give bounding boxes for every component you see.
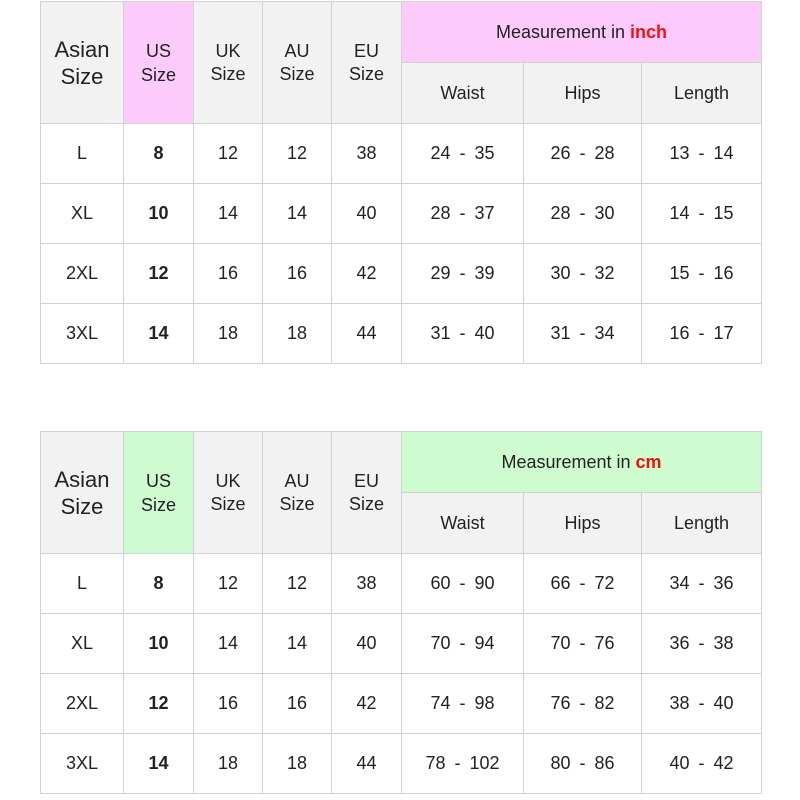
hips-header: Hips [524, 493, 642, 554]
au-size-cell: 14 [263, 614, 332, 674]
uk-size-cell: 14 [194, 614, 263, 674]
hips-cell: 31 - 34 [524, 304, 642, 364]
table-row [41, 554, 762, 614]
hips-cell: 80 - 86 [524, 734, 642, 794]
us-size-cell: 12 [124, 674, 194, 734]
asian-size-header: Asian Size [41, 432, 124, 554]
waist-cell: 24 - 35 [402, 124, 524, 184]
length-cell: 15 - 16 [642, 244, 762, 304]
asian-size-header: Asian Size [41, 2, 124, 124]
header-row [41, 2, 762, 63]
length-cell: 40 - 42 [642, 734, 762, 794]
au-size-cell: 18 [263, 304, 332, 364]
asian-size-cell: 3XL [41, 304, 124, 364]
waist-cell: 78 - 102 [402, 734, 524, 794]
waist-header: Waist [402, 493, 524, 554]
length-header: Length [642, 63, 762, 124]
waist-header: Waist [402, 63, 524, 124]
length-cell: 14 - 15 [642, 184, 762, 244]
measurement-cm-header [402, 432, 762, 493]
au-size-cell: 14 [263, 184, 332, 244]
asian-size-cell: 2XL [41, 244, 124, 304]
uk-size-cell: 16 [194, 244, 263, 304]
waist-cell: 31 - 40 [402, 304, 524, 364]
waist-cell: 60 - 90 [402, 554, 524, 614]
au-size-header: AU Size [263, 2, 332, 124]
length-cell: 38 - 40 [642, 674, 762, 734]
asian-size-cell: 3XL [41, 734, 124, 794]
au-size-cell: 12 [263, 554, 332, 614]
size-chart-inch [40, 1, 762, 364]
uk-size-cell: 14 [194, 184, 263, 244]
uk-size-header: UK Size [194, 432, 263, 554]
eu-size-header: EU Size [332, 432, 402, 554]
length-cell: 34 - 36 [642, 554, 762, 614]
size-chart-cm [40, 431, 762, 794]
eu-size-cell: 44 [332, 734, 402, 794]
eu-size-cell: 38 [332, 554, 402, 614]
us-size-cell: 10 [124, 614, 194, 674]
asian-size-cell: L [41, 554, 124, 614]
length-cell: 36 - 38 [642, 614, 762, 674]
waist-cell: 74 - 98 [402, 674, 524, 734]
measurement-unit: cm [635, 451, 662, 472]
waist-cell: 28 - 37 [402, 184, 524, 244]
au-size-cell: 16 [263, 244, 332, 304]
uk-size-cell: 12 [194, 124, 263, 184]
au-size-header: AU Size [263, 432, 332, 554]
waist-cell: 29 - 39 [402, 244, 524, 304]
length-cell: 16 - 17 [642, 304, 762, 364]
us-size-cell: 8 [124, 554, 194, 614]
hips-cell: 70 - 76 [524, 614, 642, 674]
us-size-cell: 12 [124, 244, 194, 304]
hips-cell: 66 - 72 [524, 554, 642, 614]
asian-size-cell: 2XL [41, 674, 124, 734]
table-row [41, 674, 762, 734]
us-size-cell: 10 [124, 184, 194, 244]
eu-size-cell: 40 [332, 614, 402, 674]
uk-size-header: UK Size [194, 2, 263, 124]
table-row [41, 124, 762, 184]
au-size-cell: 18 [263, 734, 332, 794]
table-row [41, 304, 762, 364]
eu-size-cell: 42 [332, 674, 402, 734]
hips-cell: 76 - 82 [524, 674, 642, 734]
length-header: Length [642, 493, 762, 554]
au-size-cell: 12 [263, 124, 332, 184]
measurement-label: Measurement in [501, 451, 631, 472]
eu-size-cell: 38 [332, 124, 402, 184]
hips-cell: 26 - 28 [524, 124, 642, 184]
measurement-label: Measurement in [495, 21, 626, 42]
header-row [41, 432, 762, 493]
uk-size-cell: 18 [194, 304, 263, 364]
asian-size-cell: XL [41, 184, 124, 244]
uk-size-cell: 12 [194, 554, 263, 614]
hips-header: Hips [524, 63, 642, 124]
table-row [41, 244, 762, 304]
eu-size-cell: 40 [332, 184, 402, 244]
eu-size-cell: 42 [332, 244, 402, 304]
us-size-cell: 8 [124, 124, 194, 184]
table-row [41, 614, 762, 674]
hips-cell: 30 - 32 [524, 244, 642, 304]
asian-size-cell: XL [41, 614, 124, 674]
uk-size-cell: 16 [194, 674, 263, 734]
measurement-inch-header [402, 2, 762, 63]
us-size-cell: 14 [124, 304, 194, 364]
us-size-header: US Size [124, 2, 194, 124]
eu-size-cell: 44 [332, 304, 402, 364]
us-size-cell: 14 [124, 734, 194, 794]
hips-cell: 28 - 30 [524, 184, 642, 244]
au-size-cell: 16 [263, 674, 332, 734]
us-size-header: US Size [124, 432, 194, 554]
table-row [41, 734, 762, 794]
length-cell: 13 - 14 [642, 124, 762, 184]
eu-size-header: EU Size [332, 2, 402, 124]
table-row [41, 184, 762, 244]
asian-size-cell: L [41, 124, 124, 184]
measurement-unit: inch [630, 21, 668, 42]
uk-size-cell: 18 [194, 734, 263, 794]
waist-cell: 70 - 94 [402, 614, 524, 674]
